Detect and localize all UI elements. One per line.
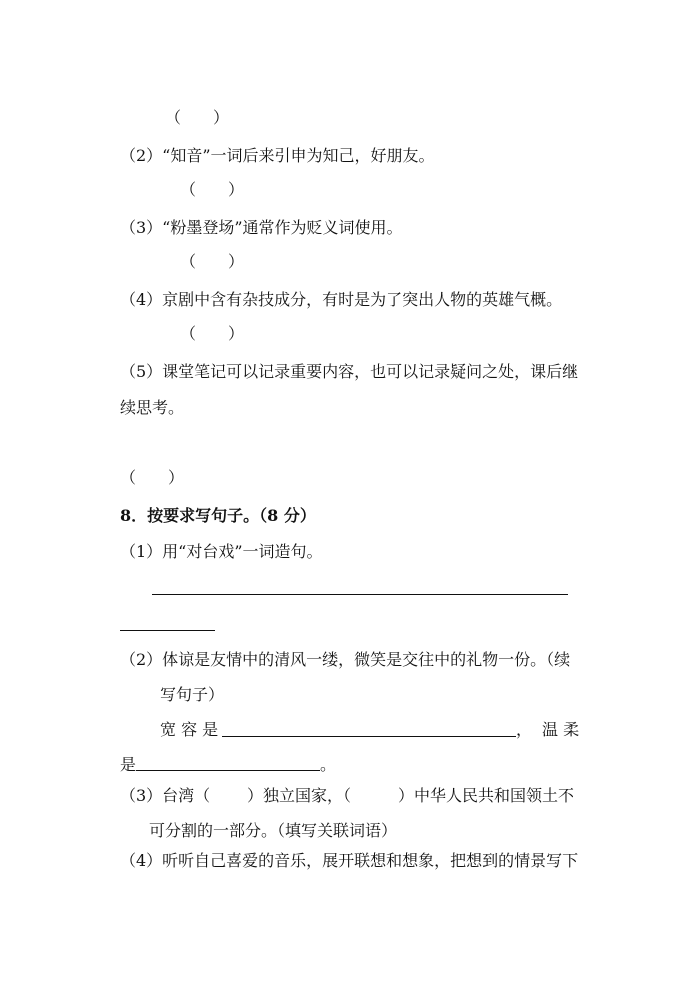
answer-paren-1[interactable]: （ ） [165, 108, 230, 127]
section-8-heading: 8．按要求写句子。（8 分） [120, 506, 316, 525]
comma: ， [516, 720, 533, 739]
task-3-line-2: 可分割的一部分。（填写关联词语） [149, 821, 398, 840]
answer-paren-3[interactable]: （ ） [180, 252, 245, 271]
kuanrong-blank[interactable] [222, 736, 516, 737]
answer-paren-2[interactable]: （ ） [180, 180, 245, 199]
statement-5-line-2: 续思考。 [120, 398, 185, 417]
period: 。 [320, 755, 337, 774]
answer-paren-4[interactable]: （ ） [180, 324, 245, 343]
statement-5-line-1: （5）课堂笔记可以记录重要内容，也可以记录疑问之处，课后继 [120, 362, 579, 381]
task-4-prompt: （4）听听自己喜爱的音乐，展开联想和想象，把想到的情景写下 [120, 851, 579, 870]
shi-label: 是 [120, 755, 137, 774]
statement-2: （2）“知音”一词后来引申为知己，好朋友。 [120, 146, 435, 165]
kuanrong-label: 宽 容 是 [160, 720, 219, 739]
wenrou-label: 温 柔 [542, 720, 580, 739]
answer-line-1b[interactable] [120, 630, 215, 631]
task-1-prompt: （1）用“对台戏”一词造句。 [120, 542, 323, 561]
task-2-prompt-line-1: （2）体谅是友情中的清风一缕，微笑是交往中的礼物一份。（续 [120, 650, 571, 669]
wenrou-blank[interactable] [136, 770, 320, 771]
statement-4: （4）京剧中含有杂技成分，有时是为了突出人物的英雄气概。 [120, 290, 563, 309]
task-2-prompt-line-2: 写句子） [160, 685, 225, 704]
task-3-part-2: ）独立国家，（ [247, 786, 352, 805]
statement-3: （3）“粉墨登场”通常作为贬义词使用。 [120, 218, 403, 237]
task-3-part-1: （3）台湾（ [120, 786, 211, 805]
task-3-part-3: ）中华人民共和国领土不 [398, 786, 575, 805]
answer-paren-5[interactable]: （ ） [120, 468, 185, 487]
answer-line-1a[interactable] [152, 594, 568, 595]
